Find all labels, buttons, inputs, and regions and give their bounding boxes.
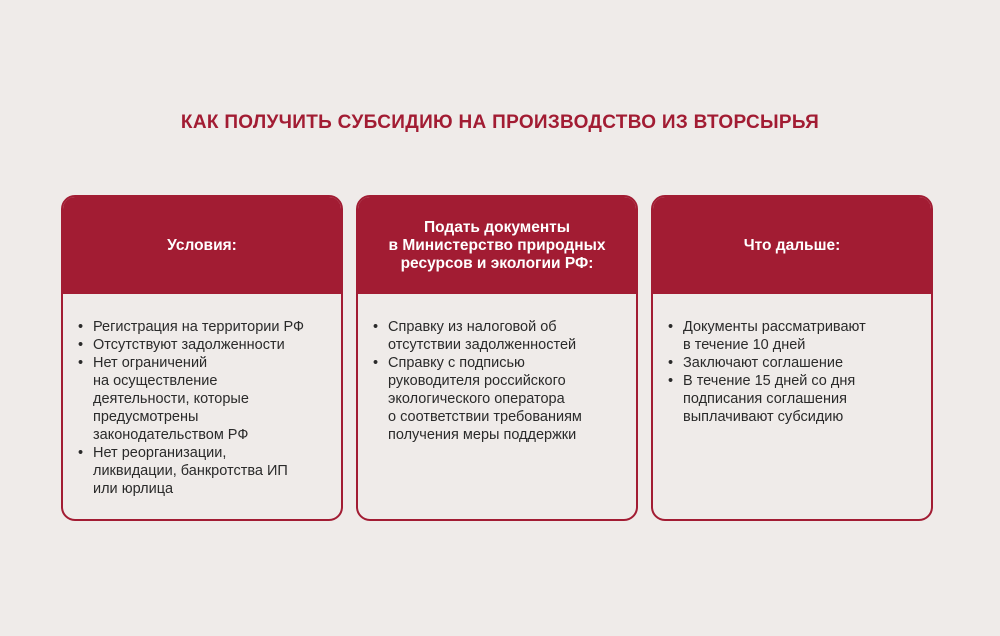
list-item-text: Справку с подписью руководителя российского экологического оператора о соответствии требованиям получения меры поддержки [388,355,582,443]
card-title: Что дальше: [743,236,841,254]
card-conditions [61,195,343,521]
bullet-icon: • [668,373,674,389]
bullet-icon: • [373,319,379,335]
list-item [63,444,341,498]
list-item-text: Нет ограничений на осуществление деятельности, которые предусмотрены законодательством РФ [93,355,249,443]
list-item-text: Отсутствуют задолженности [93,337,285,353]
list-item-text: Заключают соглашение [683,355,844,371]
card-next-steps [651,195,933,521]
card-list [653,294,931,426]
bullet-icon: • [78,445,84,461]
list-item [63,336,341,354]
list-item-text: Нет реорганизации, ликвидации, банкротства ИП или юрлица [93,445,288,497]
card-documents [356,195,638,521]
list-item-text: Документы рассматривают в течение 10 дней [683,319,866,353]
bullet-icon: • [668,355,674,371]
bullet-icon: • [78,319,84,335]
list-item [653,372,931,426]
card-list [358,294,636,444]
list-item [63,354,341,444]
card-title: Условия: [167,236,237,254]
card-title: Подать документы в Министерство природных ресурсов и экологии РФ: [388,218,606,272]
card-header [63,197,341,294]
bullet-icon: • [78,355,84,371]
list-item [358,354,636,444]
list-item [653,354,931,372]
page-title: КАК ПОЛУЧИТЬ СУБСИДИЮ НА ПРОИЗВОДСТВО ИЗ ВТОРСЫРЬЯ [180,112,820,133]
card-header [653,197,931,294]
card-header [358,197,636,294]
card-list [63,294,341,498]
list-item [63,318,341,336]
list-item-text: В течение 15 дней со дня подписания соглашения выплачивают субсидию [683,373,856,425]
list-item [358,318,636,354]
bullet-icon: • [78,337,84,353]
bullet-icon: • [668,319,674,335]
list-item [653,318,931,354]
bullet-icon: • [373,355,379,371]
list-item-text: Регистрация на территории РФ [93,319,305,335]
list-item-text: Справку из налоговой об отсутствии задолженностей [388,319,577,353]
